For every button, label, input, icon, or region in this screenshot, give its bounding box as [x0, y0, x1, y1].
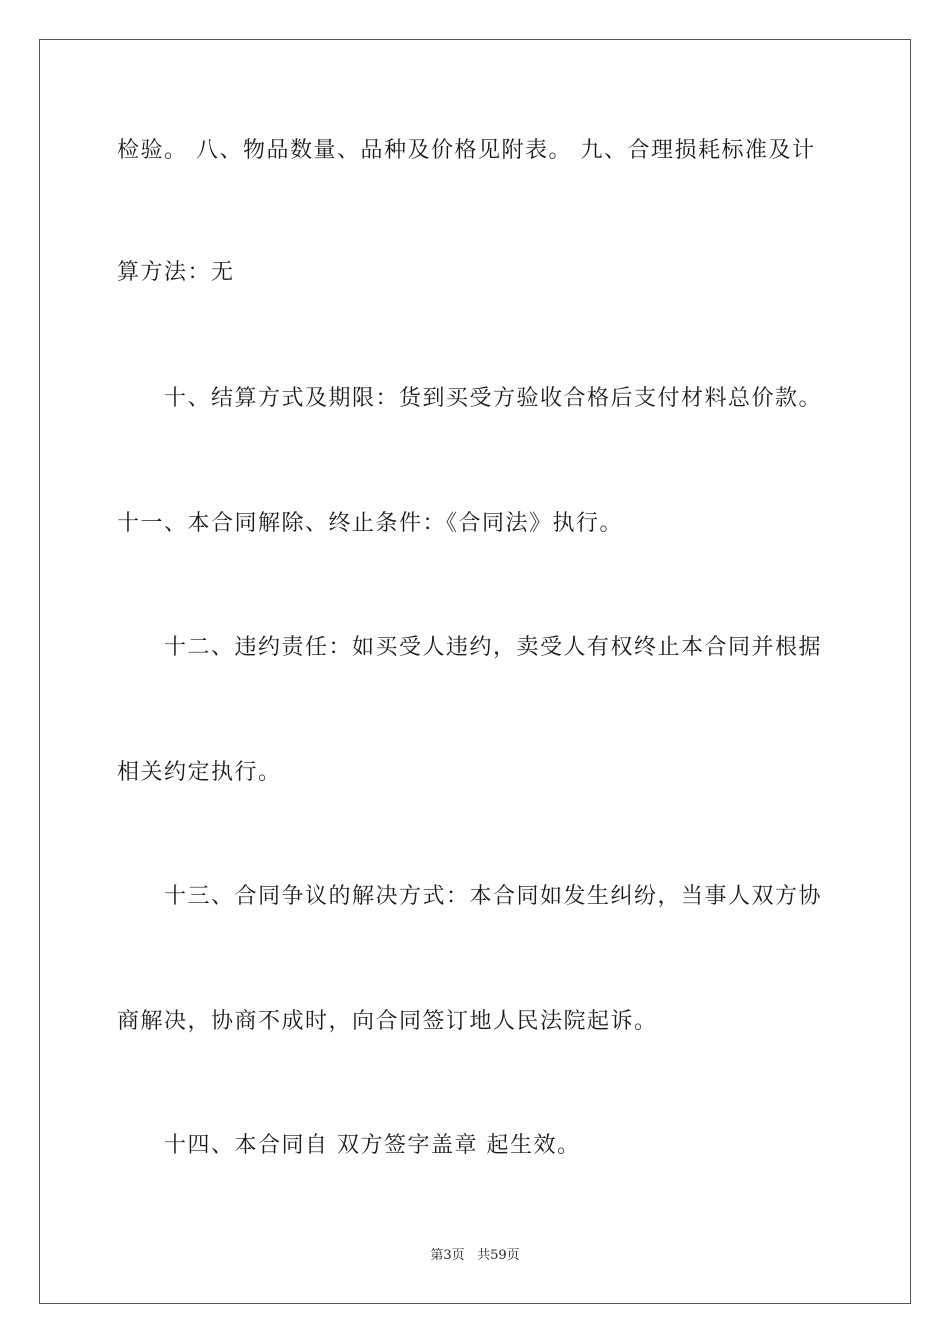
- text-line-3: 十、结算方式及期限：货到买受方验收合格后支付材料总价款。: [164, 386, 823, 411]
- text-line-1: 检验。 八、物品数量、品种及价格见附表。 九、合理损耗标准及计: [117, 138, 816, 163]
- text-line-5: 十二、违约责任：如买受人违约，卖受人有权终止本合同并根据: [164, 635, 823, 660]
- text-line-4: 十一、本合同解除、终止条件：《合同法》执行。: [117, 511, 624, 536]
- text-line-2: 算方法：无: [117, 260, 235, 285]
- page-border: [39, 39, 911, 1304]
- footer-page-suffix: 页: [451, 1248, 465, 1263]
- text-line-7: 十三、合同争议的解决方式：本合同如发生纠纷，当事人双方协: [164, 884, 823, 909]
- footer-total-pages: 59: [490, 1248, 507, 1263]
- text-line-9: 十四、本合同自 双方签字盖章 起生效。: [164, 1133, 581, 1158]
- footer-page-prefix: 第: [430, 1248, 444, 1263]
- text-line-8: 商解决，协商不成时，向合同签订地人民法院起诉。: [117, 1009, 658, 1034]
- footer-page-number: 3: [443, 1248, 452, 1263]
- footer-total-suffix: 页: [506, 1248, 520, 1263]
- page-footer: [0, 1246, 950, 1266]
- text-line-6: 相关约定执行。: [117, 760, 282, 785]
- footer-total-prefix: 共: [477, 1248, 491, 1263]
